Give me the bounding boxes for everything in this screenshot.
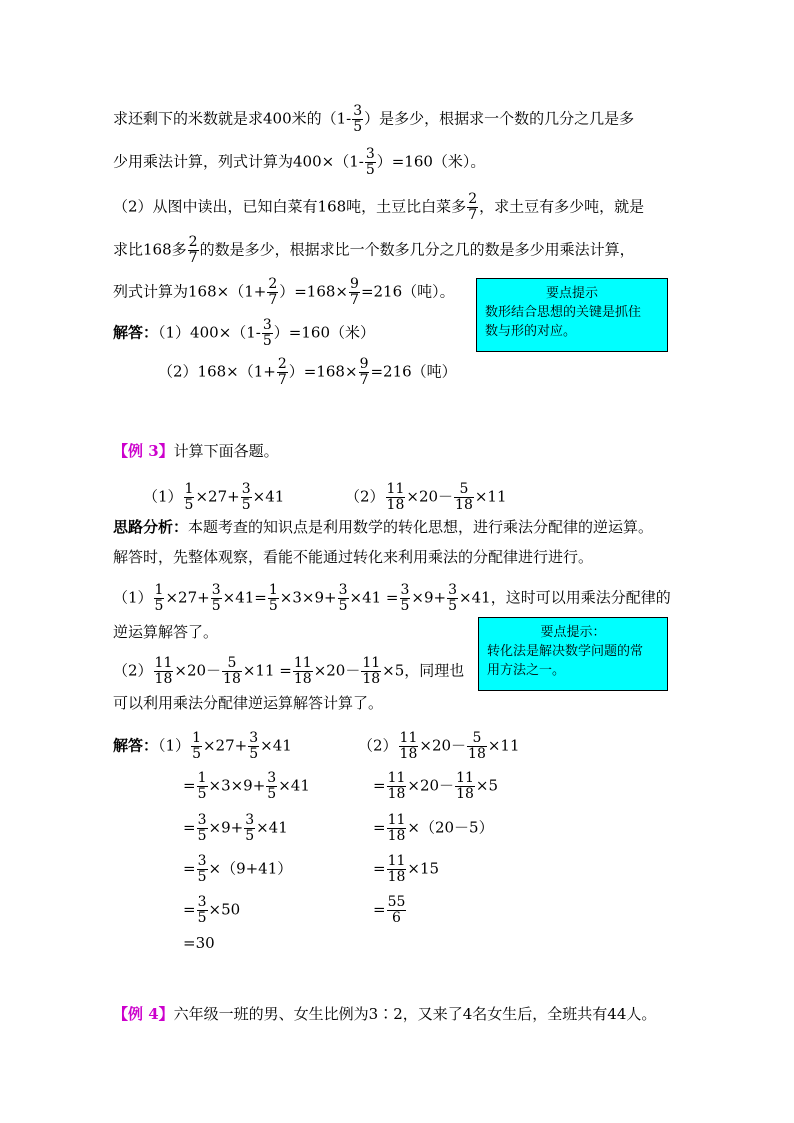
answer-line: 解答：（1）400×（1- $\frac{3}{5}$ ）=160（米）: [113, 317, 375, 349]
text-line: 求比168多 $\frac{2}{7}$ 的数是多少，根据求比一个数多几分之几的数是多少用乘法计算，: [113, 234, 635, 266]
text-line: 求还剩下的米数就是求400米的（1- $\frac{3}{5}$ ）是多少，根据求一个数的几分之几是多: [113, 103, 635, 135]
fraction: $\frac{3}{5}$: [400, 582, 410, 614]
fraction: $\frac{11}{18}$: [399, 730, 418, 762]
analysis-line: 思路分析：本题考查的知识点是利用数学的转化思想，进行乘法分配律的逆运算。: [113, 518, 654, 536]
answer-step: = $\frac{3}{5}$ ×9+ $\frac{3}{5}$ ×41: [183, 812, 288, 844]
example-text: 六年级一班的男、女生比例为3∶2，又来了4名女生后，全班共有44人。: [173, 1005, 657, 1023]
question-1: （1） $\frac{1}{5}$ ×27+ $\frac{3}{5}$ ×41: [143, 481, 285, 513]
text-line: （2）从图中读出，已知白菜有168吨，土豆比白菜多 $\frac{2}{7}$ ，求土豆有多少吨，就是: [113, 191, 645, 223]
tip-title: 要点提示: [545, 286, 598, 301]
answer-step: = $\frac{3}{5}$ ×50: [183, 894, 241, 926]
fraction: $\frac{3}{5}$: [211, 582, 221, 614]
answer-label: 解答：: [113, 736, 159, 755]
example-tag: 【例 3】: [113, 442, 174, 460]
fraction: $\frac{3}{5}$: [338, 582, 348, 614]
answer-step: =30: [183, 934, 215, 952]
fraction: $\frac{5}{18}$: [455, 481, 473, 513]
fraction: $\frac{3}{5}$: [197, 853, 207, 885]
fraction: $\frac{2}{7}$: [468, 191, 478, 223]
fraction: $\frac{1}{5}$: [184, 481, 194, 513]
example-header: [113, 1004, 656, 1024]
fraction: $\frac{3}{5}$: [249, 730, 259, 762]
answer-line: （2）168×（1+ $\frac{2}{7}$ ）=168× $\frac{9}{7}$ =216（吨）: [158, 356, 457, 388]
tip-line: 转化法是解决数学问题的常: [487, 644, 644, 659]
fraction: $\frac{2}{7}$: [268, 276, 278, 308]
tip-box: [476, 278, 668, 352]
fraction: $\frac{3}{5}$: [267, 770, 277, 802]
answer-step: = $\frac{11}{18}$ ×20－ $\frac{11}{18}$ ×5: [373, 770, 499, 802]
answer-step: = $\frac{11}{18}$ ×15: [373, 853, 440, 885]
fraction: $\frac{3}{5}$: [353, 103, 363, 135]
analysis-label: 思路分析：: [113, 518, 189, 536]
fraction: $\frac{3}{5}$: [197, 894, 207, 926]
example-title: 计算下面各题。: [173, 442, 279, 460]
fraction: $\frac{11}{18}$: [386, 481, 405, 513]
answer-step: = $\frac{3}{5}$ ×（9+41）: [183, 853, 293, 885]
fraction: $\frac{1}{5}$: [197, 770, 207, 802]
fraction: $\frac{11}{18}$: [293, 655, 312, 687]
answer-label: 解答：: [113, 323, 159, 342]
fraction: $\frac{3}{5}$: [262, 317, 272, 349]
tip-title: 要点提示：: [540, 625, 606, 640]
fraction: $\frac{1}{5}$: [268, 582, 278, 614]
fraction: $\frac{3}{5}$: [448, 582, 458, 614]
answer-line: 解答：（1） $\frac{1}{5}$ ×27+ $\frac{3}{5}$ ×41: [113, 730, 292, 762]
text-line: 列式计算为168×（1+ $\frac{2}{7}$ ）=168× $\frac{9}{7}$ =216（吨）。: [113, 276, 455, 308]
fraction: $\frac{5}{18}$: [223, 655, 241, 687]
question-2: （2） $\frac{11}{18}$ ×20－ $\frac{5}{18}$ ×11: [345, 481, 507, 513]
fraction: $\frac{1}{5}$: [192, 730, 201, 762]
solution-line: （1） $\frac{1}{5}$ ×27+ $\frac{3}{5}$ ×41= $\frac{1}{5}$ ×3×9+ $\frac{3}{5}$ ×41 = $\frac{3}{5}$ ×9+ $\frac{3}{5}$ ×41，这时可以用乘法分配律的: [113, 582, 671, 614]
tip-line: 数与形的对应。: [485, 324, 577, 339]
fraction: $\frac{5}{18}$: [468, 730, 486, 762]
answer-step: = $\frac{55}{6}$: [373, 894, 406, 926]
example-header: [113, 441, 279, 461]
fraction: $\frac{9}{7}$: [359, 356, 369, 388]
solution-line: 逆运算解答了。: [113, 623, 219, 641]
fraction: $\frac{11}{18}$: [456, 770, 474, 802]
answer-step: = $\frac{1}{5}$ ×3×9+ $\frac{3}{5}$ ×41: [183, 770, 310, 802]
fraction: $\frac{3}{5}$: [365, 146, 375, 178]
fraction: $\frac{11}{18}$: [387, 770, 406, 802]
analysis-line: 解答时，先整体观察，看能不能通过转化来利用乘法的分配律进行进行。: [113, 548, 594, 566]
fraction: $\frac{3}{5}$: [245, 812, 255, 844]
answer-line: （2） $\frac{11}{18}$ ×20－ $\frac{5}{18}$ ×11: [358, 730, 520, 762]
solution-line: （2） $\frac{11}{18}$ ×20－ $\frac{5}{18}$ ×11 = $\frac{11}{18}$ ×20－ $\frac{11}{18}$ ×5，同理也: [113, 655, 465, 687]
text-line: 少用乘法计算，列式计算为400×（1- $\frac{3}{5}$ ）=160（米）。: [113, 146, 486, 178]
fraction: $\frac{3}{5}$: [197, 812, 207, 844]
fraction: $\frac{2}{7}$: [277, 356, 287, 388]
fraction: $\frac{11}{18}$: [154, 655, 173, 687]
solution-line: 可以利用乘法分配律逆运算解答计算了。: [113, 694, 384, 712]
fraction: $\frac{2}{7}$: [188, 234, 198, 266]
fraction: $\frac{11}{18}$: [387, 812, 406, 844]
tip-box: [478, 617, 668, 691]
fraction: $\frac{3}{5}$: [241, 481, 251, 513]
fraction: $\frac{1}{5}$: [154, 582, 164, 614]
fraction: $\frac{11}{18}$: [362, 655, 381, 687]
example-tag: 【例 4】: [113, 1005, 174, 1023]
tip-line: 数形结合思想的关键是抓住: [485, 305, 642, 320]
fraction: $\frac{55}{6}$: [387, 894, 406, 926]
fraction: $\frac{11}{18}$: [387, 853, 406, 885]
tip-line: 用方法之一。: [487, 663, 566, 678]
answer-step: = $\frac{11}{18}$ ×（20－5）: [373, 812, 494, 844]
fraction: $\frac{9}{7}$: [350, 276, 359, 308]
